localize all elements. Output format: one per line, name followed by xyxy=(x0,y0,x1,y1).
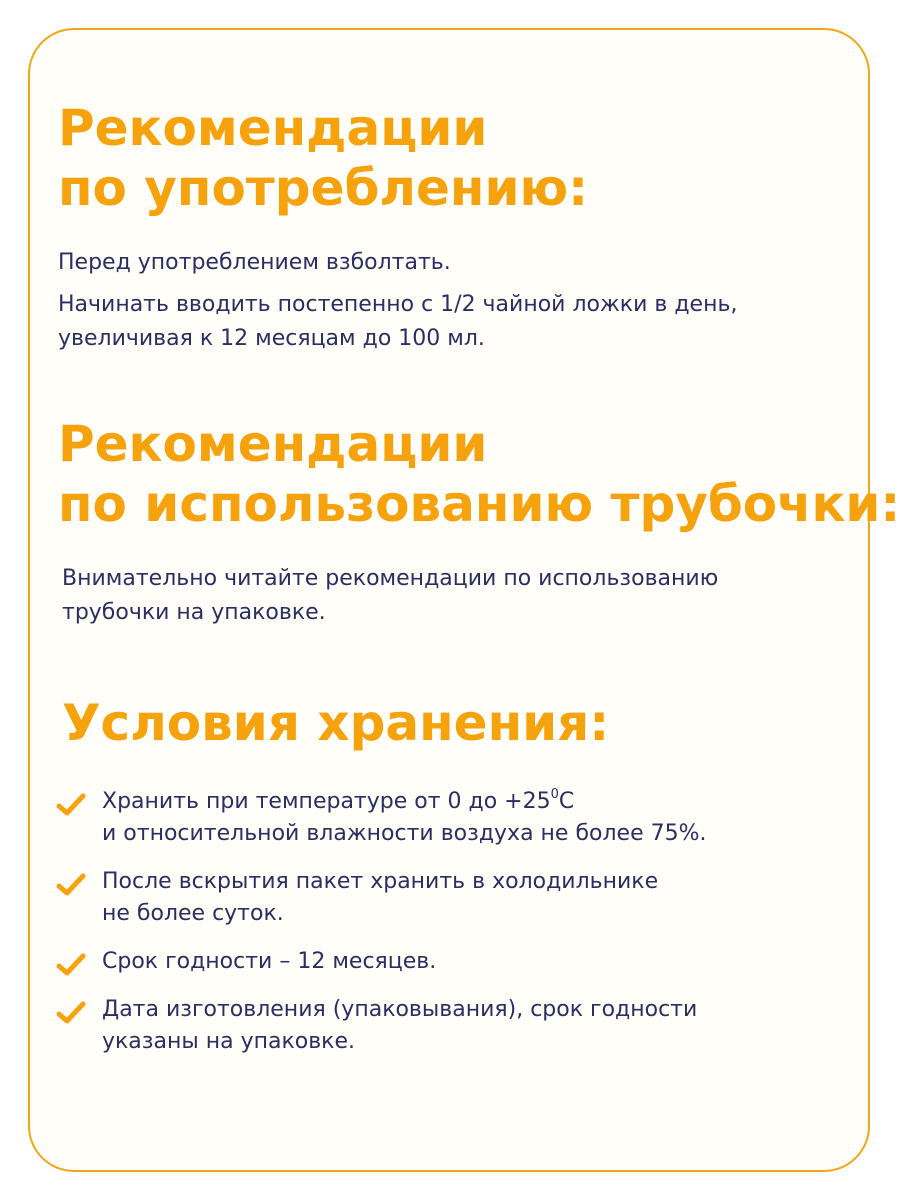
temperature-text: Хранить при температуре от 0 до +25 xyxy=(102,789,551,814)
check-icon xyxy=(56,1000,86,1026)
straw-paragraph-line1: Внимательно читайте рекомендации по использованию xyxy=(62,566,719,591)
check-icon xyxy=(56,792,86,818)
storage-item-date-line1: Дата изготовления (упаковывания), срок годности xyxy=(102,997,698,1022)
check-icon xyxy=(56,952,86,978)
check-icon xyxy=(56,872,86,898)
usage-heading xyxy=(58,98,588,218)
storage-item-shelf-life-line1: Срок годности – 12 месяцев. xyxy=(102,949,437,974)
storage-item-after-opening-line2: не более суток. xyxy=(102,901,284,926)
usage-paragraph-dosage-line1: Начинать вводить постепенно с 1/2 чайной ложки в день, xyxy=(58,292,738,317)
straw-paragraph-line2: трубочки на упаковке. xyxy=(62,600,326,625)
storage-list xyxy=(56,786,707,1074)
storage-item-after-opening-line1: После вскрытия пакет хранить в холодильнике xyxy=(102,869,659,894)
storage-item-after-opening xyxy=(56,866,707,930)
storage-item-temperature-line1 xyxy=(102,786,707,818)
storage-heading-text: Условия хранения: xyxy=(62,694,610,752)
storage-item-temperature xyxy=(56,786,707,850)
celsius-unit: С xyxy=(558,789,575,814)
straw-heading-line2: по использованию трубочки: xyxy=(58,475,900,533)
usage-paragraph-dosage-line2: увеличивая к 12 месяцам до 100 мл. xyxy=(58,326,485,351)
storage-item-temperature-line2: и относительной влажности воздуха не более 75%. xyxy=(102,821,707,846)
straw-heading-line1: Рекомендации xyxy=(58,415,488,473)
usage-heading-line1: Рекомендации xyxy=(58,99,488,157)
usage-paragraph-shake xyxy=(58,246,451,280)
usage-paragraph-shake-text: Перед употреблением взболтать. xyxy=(58,250,451,275)
storage-item-shelf-life xyxy=(56,946,707,978)
storage-heading xyxy=(62,693,609,753)
usage-paragraph-dosage xyxy=(58,288,737,356)
storage-item-date xyxy=(56,994,707,1058)
storage-item-date-line2: указаны на упаковке. xyxy=(102,1029,355,1054)
straw-heading xyxy=(58,414,900,534)
degree-superscript: 0 xyxy=(550,787,559,802)
straw-paragraph xyxy=(62,562,718,630)
usage-heading-line2: по употреблению: xyxy=(58,159,589,217)
